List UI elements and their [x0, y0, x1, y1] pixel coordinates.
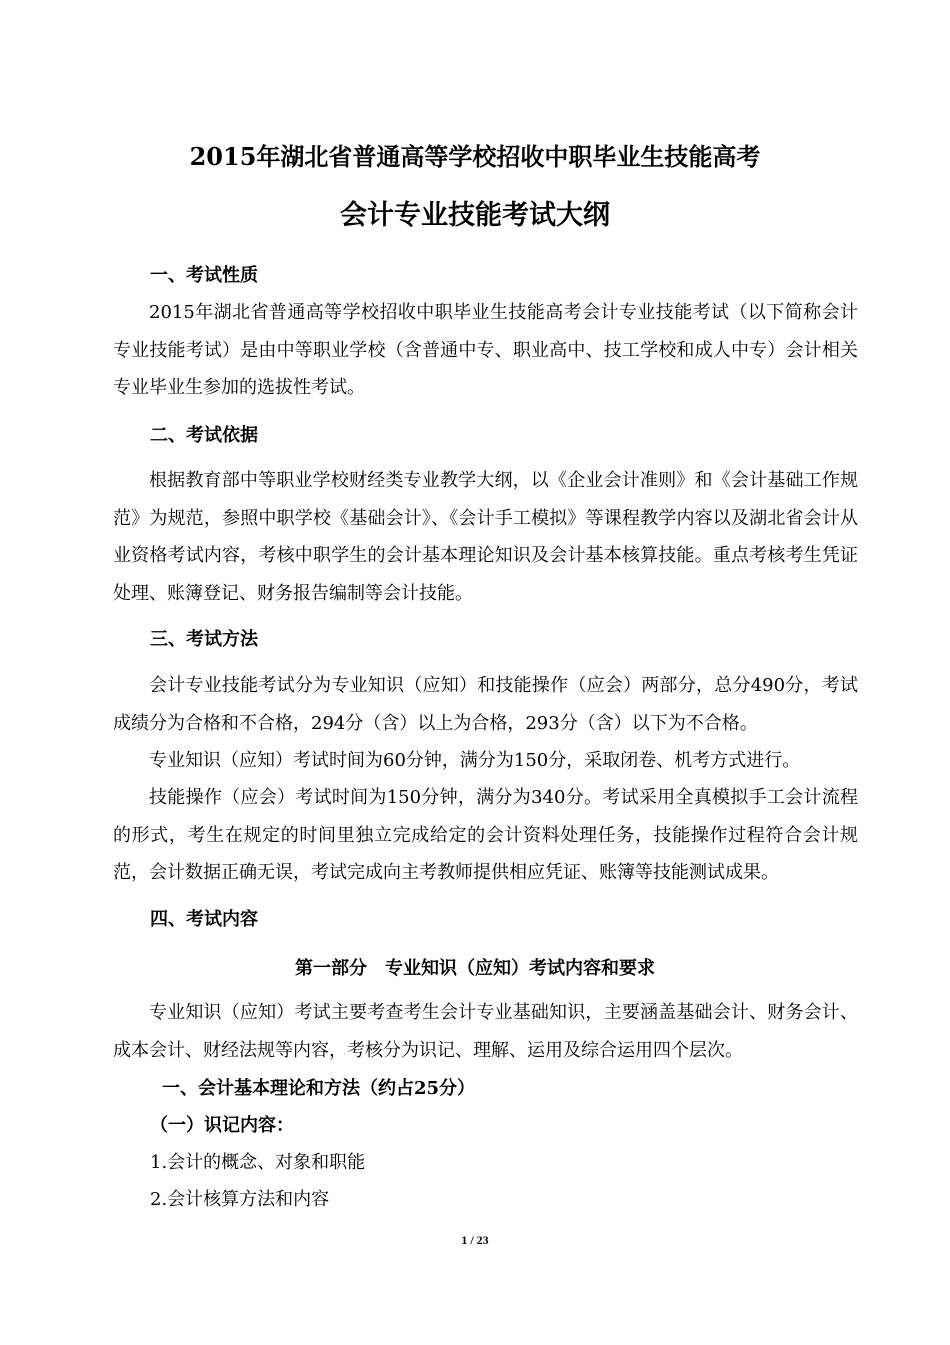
list-item: 1.会计的概念、对象和职能 [150, 1152, 366, 1173]
section-heading-3: 三、考试方法 [150, 629, 258, 650]
section-heading-2: 二、考试依据 [150, 425, 258, 446]
document-title-line1: 2015年湖北省普通高等学校招收中职毕业生技能高考 [189, 142, 761, 171]
page-number: 1 / 23 [461, 1233, 489, 1247]
section-4-paragraph: 专业知识（应知）考试主要考查考生会计专业基础知识，主要涵盖基础会计、财务会计、成本会计、财经法规等内容，考核分为识记、理解、运用及综合运用四个层次。 [113, 1002, 858, 1061]
section-3-paragraph-2: 专业知识（应知）考试时间为60分钟，满分为150分，采取闭卷、机考方式进行。 [149, 750, 801, 771]
section-heading-1: 一、考试性质 [150, 265, 258, 286]
subheading: 一、会计基本理论和方法（约占25分） [162, 1078, 476, 1099]
list-item: 2.会计核算方法和内容 [150, 1189, 330, 1210]
document-title-line2: 会计专业技能考试大纲 [340, 200, 610, 231]
part-title: 第一部分 专业知识（应知）考试内容和要求 [295, 958, 655, 979]
section-1-paragraph: 2015年湖北省普通高等学校招收中职毕业生技能高考会计专业技能考试（以下简称会计专业技能考试）是由中等职业学校（含普通中专、职业高中、技工学校和成人中专）会计相关专业毕业生参加的选拔性考试。 [113, 302, 858, 398]
section-2-paragraph: 根据教育部中等职业学校财经类专业教学大纲，以《企业会计准则》和《会计基础工作规范》为规范，参照中职学校《基础会计》、《会计手工模拟》等课程教学内容以及湖北省会计从业资格考试内容，考核中职学生的会计基本理论知识及会计基本核算技能。重点考核考生凭证处理、账簿登记、财务报告编制等会计技能。 [113, 470, 858, 604]
section-heading-4: 四、考试内容 [150, 909, 258, 930]
sub-subheading: （一）识记内容： [150, 1115, 294, 1136]
section-3-paragraph-1: 会计专业技能考试分为专业知识（应知）和技能操作（应会）两部分，总分490分，考试成绩分为合格和不合格，294分（含）以上为合格，293分（含）以下为不合格。 [113, 675, 858, 734]
section-3-paragraph-3: 技能操作（应会）考试时间为150分钟，满分为340分。考试采用全真模拟手工会计流程的形式，考生在规定的时间里独立完成给定的会计资料处理任务，技能操作过程符合会计规范，会计数据正确无误，考试完成向主考教师提供相应凭证、账簿等技能测试成果。 [113, 787, 858, 883]
